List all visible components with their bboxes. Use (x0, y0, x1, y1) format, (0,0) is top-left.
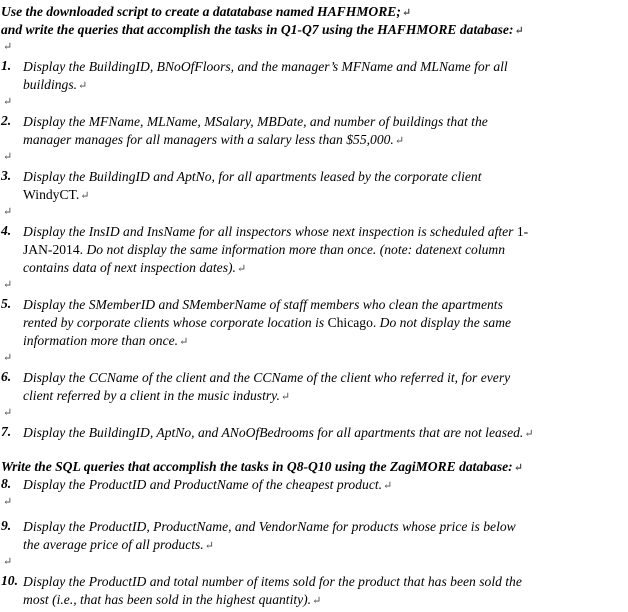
paragraph-mark-icon: ↵ (401, 7, 412, 19)
question-text: client referred by a client in the music industry.↵ (23, 388, 291, 403)
question-text: manager manages for all managers with a salary less than $55,000.↵ (23, 132, 405, 147)
empty-paragraph-mark-icon: ↵ (3, 41, 13, 53)
paragraph-mark-icon: ↵ (236, 263, 247, 275)
empty-paragraph-mark-icon: ↵ (3, 407, 13, 419)
instructions-heading-line-2: and write the queries that accomplish the tasks in Q1-Q7 using the HAFHMORE database:↵ (1, 22, 524, 37)
paragraph-mark-icon: ↵ (524, 428, 534, 440)
paragraph-mark-icon: ↵ (383, 480, 393, 492)
question-text: buildings.↵ (23, 77, 88, 92)
empty-paragraph-mark-icon: ↵ (3, 352, 13, 364)
question-text: Display the ProductID, ProductName, and VendorName for products whose price is below (23, 519, 516, 534)
question-text: WindyCT.↵ (23, 187, 90, 202)
question-number: 10. (1, 573, 18, 588)
instructions-heading-line-1: Use the downloaded script to create a datatabase named HAFHMORE;↵ (1, 4, 412, 19)
empty-paragraph-mark-icon: ↵ (3, 96, 13, 108)
question-text: Display the InsID and InsName for all inspectors whose next inspection is scheduled after 1- (23, 224, 529, 239)
question-text: Display the BuildingID and AptNo, for all apartments leased by the corporate client (23, 169, 482, 184)
paragraph-mark-icon: ↵ (513, 462, 523, 474)
paragraph-mark-icon: ↵ (78, 80, 88, 92)
question-text: Display the BuildingID, BNoOfFloors, and the manager’s MFName and MLName for all (23, 59, 508, 74)
question-number: 6. (1, 369, 12, 384)
question-text: information more than once.↵ (23, 333, 189, 348)
question-number: 1. (1, 58, 12, 73)
question-text: Display the MFName, MLName, MSalary, MBDate, and number of buildings that the (23, 114, 488, 129)
empty-paragraph-mark-icon: ↵ (3, 556, 13, 568)
paragraph-mark-icon: ↵ (80, 190, 90, 202)
paragraph-mark-icon: ↵ (394, 135, 405, 147)
question-number: 7. (1, 424, 12, 439)
question-text: Display the ProductID and total number of items sold for the product that has been sold the (23, 574, 522, 589)
question-text: the average price of all products.↵ (23, 537, 214, 552)
paragraph-mark-icon: ↵ (312, 595, 322, 607)
empty-paragraph-mark-icon: ↵ (3, 279, 13, 291)
paragraph-mark-icon: ↵ (280, 391, 291, 403)
question-text: Display the BuildingID, AptNo, and ANoOfBedrooms for all apartments that are not leased.↵ (23, 425, 534, 440)
question-text: Display the CCName of the client and the CCName of the client who referred it, for every (23, 370, 511, 385)
paragraph-mark-icon: ↵ (179, 336, 189, 348)
question-text: most (i.e., that has been sold in the highest quantity).↵ (23, 592, 322, 607)
empty-paragraph-mark-icon: ↵ (3, 496, 13, 508)
question-number: 2. (1, 113, 12, 128)
empty-paragraph-mark-icon: ↵ (3, 151, 13, 163)
question-number: 8. (1, 476, 12, 491)
question-text: JAN-2014. Do not display the same information more than once. (note: datenext column (23, 242, 506, 257)
paragraph-mark-icon: ↵ (514, 25, 524, 37)
question-number: 9. (1, 518, 12, 533)
question-text: contains data of next inspection dates).↵ (23, 260, 247, 275)
paragraph-mark-icon: ↵ (204, 540, 214, 552)
empty-paragraph-mark-icon: ↵ (3, 206, 13, 218)
question-text: rented by corporate clients whose corporate location is Chicago. Do not display the same (23, 315, 512, 330)
question-number: 3. (1, 168, 12, 183)
zagimore-heading: Write the SQL queries that accomplish the tasks in Q8-Q10 using the ZagiMORE database:↵ (1, 459, 523, 474)
question-number: 5. (1, 296, 12, 311)
question-text: Display the SMemberID and SMemberName of staff members who clean the apartments (23, 297, 503, 312)
question-number: 4. (1, 223, 12, 238)
question-text: Display the ProductID and ProductName of the cheapest product.↵ (23, 477, 393, 492)
